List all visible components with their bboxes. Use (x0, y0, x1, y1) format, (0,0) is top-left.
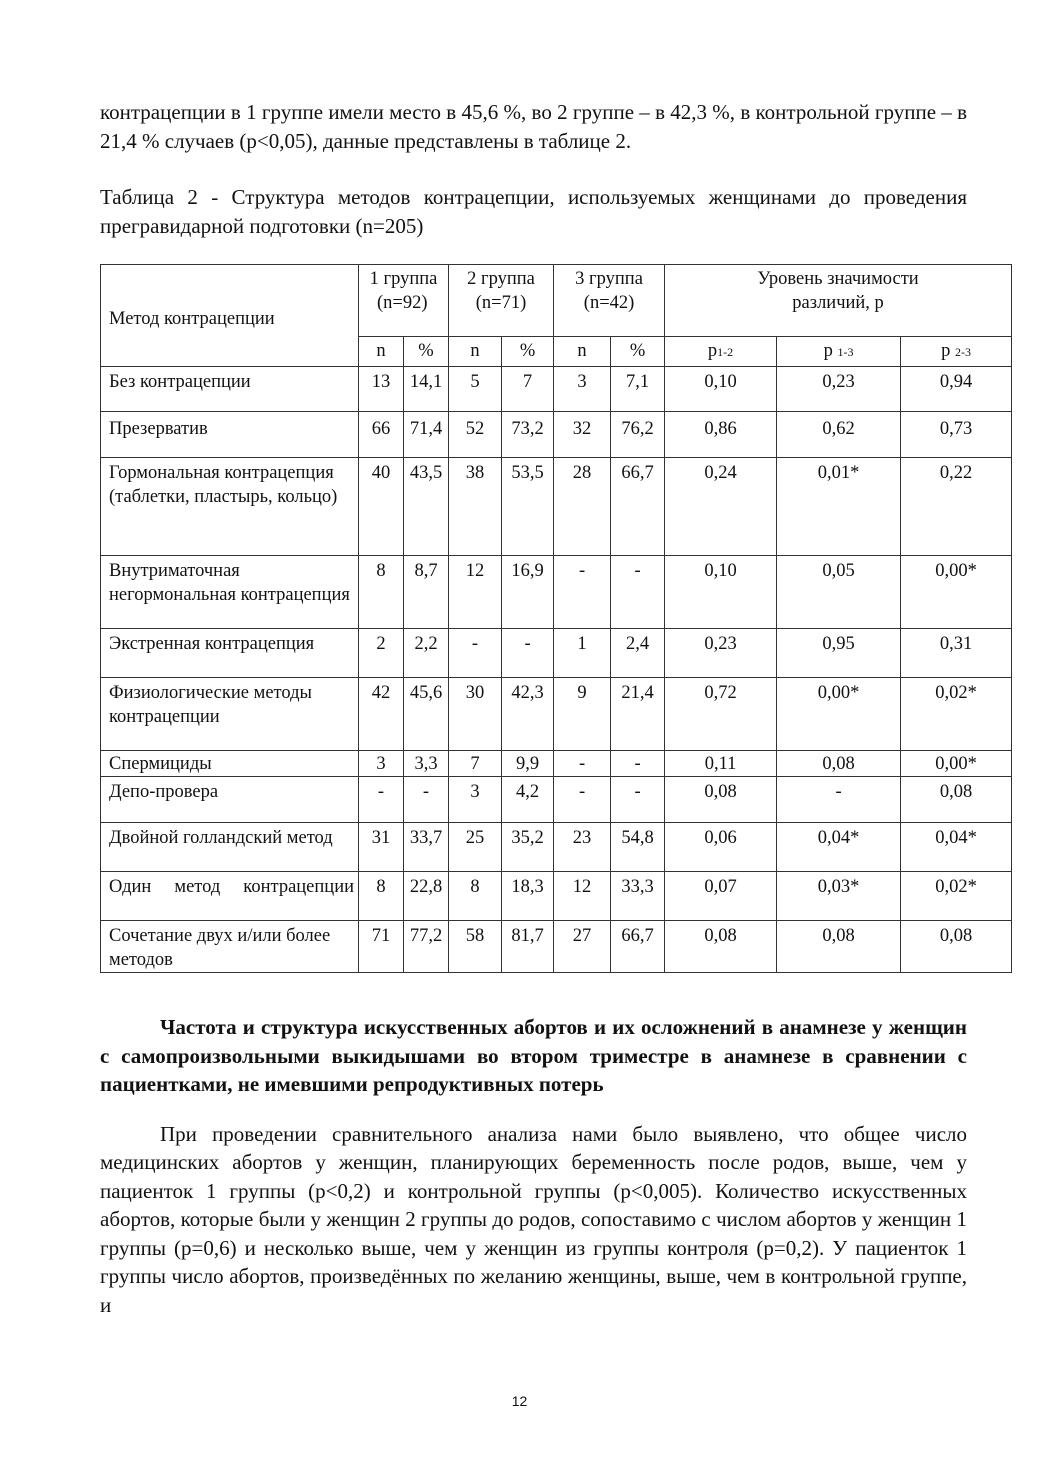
group2-pct: 9,9 (502, 751, 554, 777)
p12-value: 0,86 (665, 412, 777, 458)
group1-n: 8 (359, 556, 404, 629)
p12-value: 0,72 (665, 678, 777, 751)
p23-value: 0,08 (901, 777, 1012, 823)
p23-value: 0,02* (901, 872, 1012, 921)
header-p13 (777, 337, 901, 367)
p13-value: 0,01* (777, 458, 901, 556)
table-row (101, 412, 1012, 458)
header-group2 (449, 265, 554, 337)
group2-pct: 16,9 (502, 556, 554, 629)
group3-pct: - (611, 556, 665, 629)
group3-n: - (554, 751, 611, 777)
method-name: Депо-провера (101, 777, 359, 823)
group3-n: - (554, 556, 611, 629)
group1-pct: 22,8 (404, 872, 449, 921)
table-row (101, 823, 1012, 872)
table-row (101, 678, 1012, 751)
group1-pct: 8,7 (404, 556, 449, 629)
p12-value: 0,23 (665, 629, 777, 678)
group2-pct: 42,3 (502, 678, 554, 751)
group2-n: 52 (449, 412, 502, 458)
group1-pct: 2,2 (404, 629, 449, 678)
group1-n: 3 (359, 751, 404, 777)
p13-value: 0,08 (777, 921, 901, 973)
group1-n: 40 (359, 458, 404, 556)
group3-pct: 66,7 (611, 458, 665, 556)
method-name: Двойной голландский метод (101, 823, 359, 872)
p13-value: 0,04* (777, 823, 901, 872)
method-name: Сочетание двух и/или более методов (101, 921, 359, 973)
header-pct2: % (502, 337, 554, 367)
table-row (101, 458, 1012, 556)
p13-value: 0,03* (777, 872, 901, 921)
p12-value: 0,07 (665, 872, 777, 921)
group1-pct: 71,4 (404, 412, 449, 458)
header-p12-base: р (707, 341, 718, 361)
p23-value: 0,00* (901, 751, 1012, 777)
group1-n: - (359, 777, 404, 823)
header-method-label: Метод контрацепции (109, 308, 275, 329)
group3-pct: 54,8 (611, 823, 665, 872)
table-row (101, 777, 1012, 823)
p13-value: 0,05 (777, 556, 901, 629)
group3-pct: - (611, 751, 665, 777)
group2-pct: - (502, 629, 554, 678)
group1-pct: 45,6 (404, 678, 449, 751)
header-group3-title: 3 группа (575, 269, 643, 289)
group2-n: 5 (449, 367, 502, 412)
group1-n: 31 (359, 823, 404, 872)
header-p13-sub: 1-3 (837, 345, 854, 359)
group3-pct: 2,4 (611, 629, 665, 678)
group2-n: 8 (449, 872, 502, 921)
header-group2-title: 2 группа (467, 269, 535, 289)
p13-value: 0,08 (777, 751, 901, 777)
table-row (101, 367, 1012, 412)
group1-n: 13 (359, 367, 404, 412)
p13-value: 0,23 (777, 367, 901, 412)
group3-n: 12 (554, 872, 611, 921)
p13-value: 0,62 (777, 412, 901, 458)
p23-value: 0,04* (901, 823, 1012, 872)
p13-value: 0,00* (777, 678, 901, 751)
group2-n: 25 (449, 823, 502, 872)
group2-pct: 81,7 (502, 921, 554, 973)
group1-n: 42 (359, 678, 404, 751)
group3-n: 27 (554, 921, 611, 973)
p12-value: 0,06 (665, 823, 777, 872)
group1-n: 71 (359, 921, 404, 973)
header-n1: n (359, 337, 404, 367)
group2-n: 38 (449, 458, 502, 556)
header-n2: n (449, 337, 502, 367)
p23-value: 0,22 (901, 458, 1012, 556)
table-caption: Таблица 2 - Структура методов контрацепции, используемых женщинами до проведения прегравидарной подготовки (n=205) (100, 185, 967, 238)
group3-n: 9 (554, 678, 611, 751)
header-n3: n (554, 337, 611, 367)
group2-pct: 18,3 (502, 872, 554, 921)
method-name: Гормональная контрацепция (таблетки, пластырь, кольцо) (101, 458, 359, 556)
p12-value: 0,08 (665, 777, 777, 823)
header-group3-n: (n=42) (583, 293, 635, 313)
group2-pct: 7 (502, 367, 554, 412)
group2-n: 7 (449, 751, 502, 777)
contraception-methods-table (100, 264, 1012, 973)
header-group1 (359, 265, 449, 337)
header-method (101, 265, 359, 367)
p13-value: - (777, 777, 901, 823)
group2-pct: 4,2 (502, 777, 554, 823)
table-row (101, 629, 1012, 678)
method-name: Без контрацепции (101, 367, 359, 412)
header-group1-title: 1 группа (369, 269, 438, 289)
header-p12-sub: 1-2 (717, 345, 734, 359)
method-name: Спермициды (101, 751, 359, 777)
header-pct3: % (611, 337, 665, 367)
group3-pct: 21,4 (611, 678, 665, 751)
group3-pct: 33,3 (611, 872, 665, 921)
p12-value: 0,11 (665, 751, 777, 777)
p12-value: 0,10 (665, 556, 777, 629)
page-content (100, 98, 977, 1319)
group1-pct: 33,7 (404, 823, 449, 872)
p23-value: 0,02* (901, 678, 1012, 751)
group3-n: 32 (554, 412, 611, 458)
method-name: Один метод контрацепции (101, 872, 359, 921)
p23-value: 0,31 (901, 629, 1012, 678)
group1-pct: 77,2 (404, 921, 449, 973)
p23-value: 0,94 (901, 367, 1012, 412)
group3-pct: 7,1 (611, 367, 665, 412)
p13-value: 0,95 (777, 629, 901, 678)
header-group3 (554, 265, 665, 337)
p12-value: 0,24 (665, 458, 777, 556)
header-p12 (665, 337, 777, 367)
method-name: Презерватив (101, 412, 359, 458)
table-row (101, 921, 1012, 973)
header-group1-n: (n=92) (377, 293, 428, 313)
p23-value: 0,00* (901, 556, 1012, 629)
header-pct1: % (404, 337, 449, 367)
method-name: Экстренная контрацепция (101, 629, 359, 678)
header-p23-base: р (941, 341, 955, 361)
table-row (101, 751, 1012, 777)
header-group2-n: (n=71) (475, 293, 527, 313)
group1-n: 2 (359, 629, 404, 678)
header-significance (665, 265, 1012, 337)
group2-n: 12 (449, 556, 502, 629)
group3-pct: 76,2 (611, 412, 665, 458)
group3-n: 3 (554, 367, 611, 412)
group1-n: 66 (359, 412, 404, 458)
header-significance-title: Уровень значимости (757, 269, 919, 289)
group3-n: 1 (554, 629, 611, 678)
group1-pct: 43,5 (404, 458, 449, 556)
header-p13-base: р (823, 341, 838, 361)
table-row (101, 556, 1012, 629)
group3-n: - (554, 777, 611, 823)
group2-pct: 73,2 (502, 412, 554, 458)
group2-n: 3 (449, 777, 502, 823)
page-number: 12 (511, 1393, 528, 1409)
body-paragraph: При проведении сравнительного анализа нами было выявлено, что общее число медицинских абортов у женщин, планирующих беременность после родов, выше, чем у пациенток 1 группы (р<0,2) и контрольной группы (р<0,005). Количество искусственных абортов, которые были у женщин 2 группы до родов, сопоставимо с числом абортов у женщин 1 группы (р=0,6) и несколько выше, чем у женщин из группы контроля (р=0,2). У пациенток 1 группы число абортов, произведённых по желанию женщины, выше, чем в контрольной группе, и (100, 1121, 967, 1317)
group3-pct: 66,7 (611, 921, 665, 973)
table-row (101, 872, 1012, 921)
header-p23-sub: 2-3 (955, 345, 971, 359)
group2-n: 30 (449, 678, 502, 751)
group1-n: 8 (359, 872, 404, 921)
group2-n: - (449, 629, 502, 678)
p23-value: 0,08 (901, 921, 1012, 973)
p12-value: 0,08 (665, 921, 777, 973)
header-significance-sub: различий, р (792, 293, 884, 313)
intro-paragraph: контрацепции в 1 группе имели место в 45,6 %, во 2 группе – в 42,3 %, в контрольной группе – в 21,4 % случаев (р<0,05), данные представлены в таблице 2. (100, 100, 967, 153)
group3-n: 23 (554, 823, 611, 872)
header-p23 (901, 337, 1012, 367)
group1-pct: 3,3 (404, 751, 449, 777)
group1-pct: - (404, 777, 449, 823)
method-name: Внутриматочная негормональная контрацепция (101, 556, 359, 629)
group3-n: 28 (554, 458, 611, 556)
section-heading: Частота и структура искусственных абортов и их осложнений в анамнезе у женщин с самопроизвольными выкидышами во втором триместре в анамнезе в сравнении с пациентками, не имевшими репродуктивных потерь (100, 1015, 967, 1096)
method-name: Физиологические методы контрацепции (101, 678, 359, 751)
p23-value: 0,73 (901, 412, 1012, 458)
group2-pct: 53,5 (502, 458, 554, 556)
group3-pct: - (611, 777, 665, 823)
p12-value: 0,10 (665, 367, 777, 412)
group2-pct: 35,2 (502, 823, 554, 872)
group2-n: 58 (449, 921, 502, 973)
group1-pct: 14,1 (404, 367, 449, 412)
